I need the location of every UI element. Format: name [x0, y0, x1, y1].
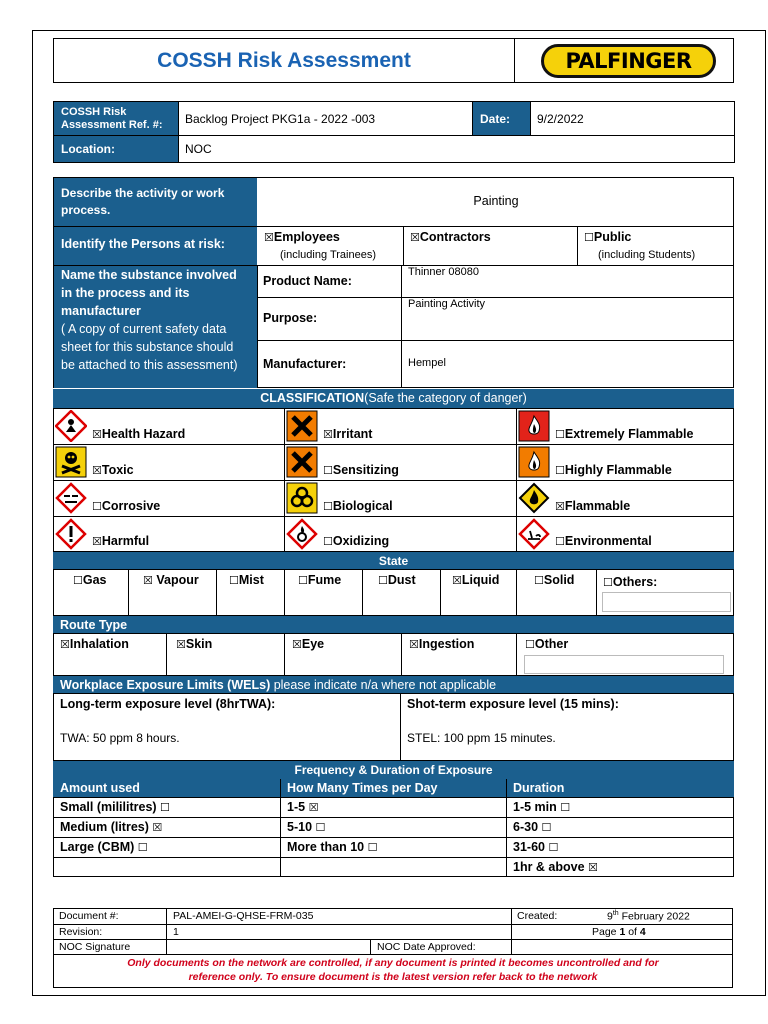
noc-date-label: NOC Date Approved:	[377, 941, 476, 953]
duration-6-30[interactable]: 6-30 ☐	[513, 820, 552, 834]
employees-checkbox[interactable]: ☒	[264, 231, 274, 244]
frequency-columns	[53, 779, 734, 797]
doc-value: PAL-AMEI-G-QHSE-FRM-035	[173, 910, 314, 922]
noc-signature-label: NOC Signature	[59, 941, 131, 953]
classification-flammable: ☒Flammable	[555, 499, 631, 513]
divider	[284, 408, 285, 552]
location-label: Location:	[54, 136, 179, 163]
classification-corrosive: ☐Corrosive	[92, 499, 161, 513]
palfinger-logo: PALFINGER	[541, 44, 716, 78]
col-times: How Many Times per Day	[287, 781, 438, 795]
state-mist[interactable]: ☐Mist	[229, 573, 264, 587]
oxidizing-icon	[286, 518, 318, 550]
public-sub: (including Students)	[598, 249, 696, 261]
route-other-input[interactable]	[524, 655, 724, 674]
divider	[53, 444, 734, 445]
classification-harmful: ☒Harmful	[92, 534, 150, 548]
biological-icon	[286, 482, 318, 514]
duration-31-60[interactable]: 31-60 ☐	[513, 840, 559, 854]
state-others[interactable]: ☐Others:	[603, 575, 658, 589]
classification-toxic: ☒Toxic	[92, 463, 134, 477]
divider	[401, 265, 402, 388]
divider	[400, 693, 401, 761]
divider	[516, 569, 517, 616]
divider	[166, 939, 167, 954]
divider	[440, 569, 441, 616]
state-header: State	[53, 552, 734, 570]
divider	[577, 226, 578, 265]
date-label: Date:	[473, 102, 531, 136]
product-label: Product Name:	[263, 274, 352, 288]
ref-value: Backlog Project PKG1a - 2022 -003	[179, 102, 473, 136]
purpose-label: Purpose:	[263, 311, 318, 325]
times-more-than-10[interactable]: More than 10 ☐	[287, 840, 378, 854]
irritant-icon	[286, 410, 318, 442]
ref-label: COSSH Risk Assessment Ref. #:	[54, 102, 179, 136]
divider	[596, 569, 597, 616]
highly-flammable-icon	[518, 446, 550, 478]
divider	[280, 779, 281, 877]
state-solid[interactable]: ☐Solid	[534, 573, 575, 587]
classification-extremely-flammable: ☐Extremely Flammable	[555, 427, 694, 441]
manufacturer-value: Hempel	[408, 357, 446, 369]
amount-medium[interactable]: Medium (litres) ☒	[60, 820, 163, 834]
classification-environmental: ☐Environmental	[555, 534, 652, 548]
classification-biological: ☐Biological	[323, 499, 393, 513]
divider	[53, 817, 734, 818]
control-notice: Only documents on the network are controlled, if any document is printed it becomes uncontrolled and for reference only. To ensure document is the latest version refer back to the network	[127, 957, 659, 983]
logo-box	[514, 38, 734, 83]
times-5-10[interactable]: 5-10 ☐	[287, 820, 326, 834]
employees-option[interactable]: ☒Employees	[264, 230, 340, 244]
product-value: Thinner 08080	[408, 266, 479, 278]
divider	[53, 516, 734, 517]
state-gas[interactable]: ☐Gas	[73, 573, 107, 587]
purpose-value: Painting Activity	[408, 298, 486, 310]
info-table	[53, 101, 735, 163]
wel-short-value: STEL: 100 ppm 15 minutes.	[407, 731, 556, 745]
divider	[166, 908, 167, 939]
classification-highly-flammable: ☐Highly Flammable	[555, 463, 672, 477]
classification-oxidizing: ☐Oxidizing	[323, 534, 390, 548]
public-checkbox[interactable]: ☐	[584, 231, 594, 244]
divider	[284, 633, 285, 676]
toxic-icon	[55, 446, 87, 478]
title-box	[53, 38, 515, 83]
corrosive-icon	[55, 482, 87, 514]
health-hazard-icon	[55, 410, 87, 442]
route-other[interactable]: ☐Other	[525, 637, 569, 651]
amount-large[interactable]: Large (CBM) ☐	[60, 840, 148, 854]
frequency-header: Frequency & Duration of Exposure	[53, 761, 734, 779]
state-fume[interactable]: ☐Fume	[298, 573, 342, 587]
duration-1hr-above[interactable]: 1hr & above ☒	[513, 860, 598, 874]
page-number: Page 1 of 4	[592, 926, 646, 938]
activity-label: Describe the activity or work process.	[54, 178, 257, 226]
wel-long-label: Long-term exposure level (8hrTWA):	[60, 697, 276, 711]
divider	[53, 939, 733, 940]
divider	[53, 837, 734, 838]
divider	[166, 633, 167, 676]
employees-sub: (including Trainees)	[280, 249, 376, 261]
extremely-flammable-icon	[518, 410, 550, 442]
divider	[53, 480, 734, 481]
route-eye[interactable]: ☒Eye	[292, 637, 325, 651]
revision-label: Revision:	[59, 926, 103, 938]
wel-header: Workplace Exposure Limits (WELs) please indicate n/a where not applicable	[53, 676, 734, 694]
environmental-icon	[518, 518, 550, 550]
divider	[53, 954, 733, 955]
amount-small[interactable]: Small (mililitres) ☐	[60, 800, 170, 814]
created-label: Created:	[517, 910, 558, 922]
divider	[257, 340, 734, 341]
substance-label: Name the substance involved in the process and its manufacturer ( A copy of current safety data sheet for this substance should be attached to this assessment)	[54, 266, 257, 388]
state-others-input[interactable]	[602, 592, 731, 612]
page-title: COSSH Risk Assessment	[157, 49, 411, 72]
wel-long-value: TWA: 50 ppm 8 hours.	[60, 731, 180, 745]
classification-health-hazard: ☒Health Hazard	[92, 427, 186, 441]
route-skin[interactable]: ☒Skin	[176, 637, 213, 651]
divider	[53, 857, 734, 858]
classification-sensitizing: ☐Sensitizing	[323, 463, 399, 477]
route-inhalation[interactable]: ☒Inhalation	[60, 637, 129, 651]
divider	[403, 226, 404, 265]
revision-value: 1	[173, 926, 179, 938]
doc-label: Document #:	[59, 910, 119, 922]
divider	[128, 569, 129, 616]
divider	[370, 939, 371, 954]
divider	[257, 297, 734, 298]
location-value: NOC	[179, 136, 735, 163]
activity-value: Painting	[473, 194, 519, 208]
classification-header: CLASSIFICATION(Safe the category of danger)	[53, 389, 734, 408]
manufacturer-label: Manufacturer:	[263, 357, 347, 371]
route-header: Route Type	[53, 616, 734, 634]
divider	[516, 633, 517, 676]
wel-short-label: Shot-term exposure level (15 mins):	[407, 697, 619, 711]
col-duration: Duration	[513, 781, 565, 795]
duration-1-5[interactable]: 1-5 min ☐	[513, 800, 571, 814]
contractors-option[interactable]: ☒Contractors	[410, 230, 491, 244]
divider	[284, 569, 285, 616]
divider	[257, 265, 258, 388]
divider	[511, 908, 512, 954]
divider	[53, 924, 733, 925]
harmful-icon	[55, 518, 87, 550]
persons-label: Identify the Persons at risk:	[54, 227, 257, 265]
state-liquid[interactable]: ☒Liquid	[452, 573, 500, 587]
times-1-5[interactable]: 1-5 ☒	[287, 800, 319, 814]
contractors-checkbox[interactable]: ☒	[410, 231, 420, 244]
divider	[362, 569, 363, 616]
divider	[506, 779, 507, 877]
sensitizing-icon	[286, 446, 318, 478]
state-dust[interactable]: ☐Dust	[378, 573, 416, 587]
created-value: 9th February 2022	[607, 910, 690, 923]
col-amount: Amount used	[60, 781, 140, 795]
date-value: 9/2/2022	[531, 102, 735, 136]
divider	[401, 633, 402, 676]
divider	[516, 408, 517, 552]
flammable-icon	[518, 482, 550, 514]
route-ingestion[interactable]: ☒Ingestion	[409, 637, 475, 651]
public-option[interactable]: ☐Public	[584, 230, 632, 244]
divider	[216, 569, 217, 616]
state-vapour[interactable]: ☒ Vapour	[143, 573, 199, 587]
classification-irritant: ☒Irritant	[323, 427, 373, 441]
